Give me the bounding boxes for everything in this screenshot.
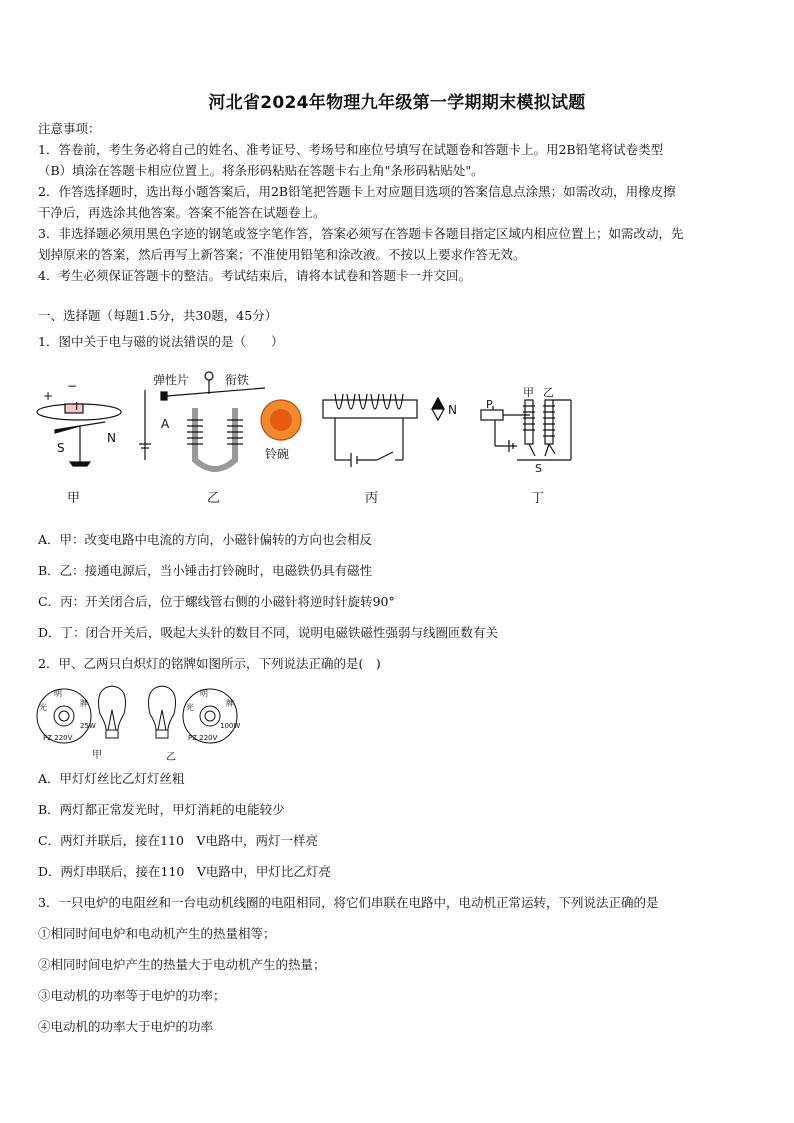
q2-figure <box>36 680 246 766</box>
brand-text: 光 <box>39 703 47 712</box>
spec-text: PZ 220V <box>188 734 218 742</box>
figure-ding <box>481 386 571 506</box>
q3-item: ②相同时间电炉产生的热量大于电动机产生的热量； <box>38 957 326 972</box>
fig-ding-yi-label: 乙 <box>543 386 554 399</box>
notice-item: 1．答卷前，考生务必将自己的姓名、准考证号、考场号和座位号填写在试题卷和答题卡上。用2B铅笔将试卷类型 <box>38 142 664 157</box>
bulb-jia <box>99 686 126 730</box>
fig-s-label: S <box>57 441 65 455</box>
brand-text: 明 <box>200 689 208 698</box>
fig-n-label: N <box>107 431 116 445</box>
power-text: 25W <box>80 722 96 730</box>
question-3-stem: 3．一只电炉的电阻丝和一台电动机线圈的电阻相同，将它们串联在电路中，电动机正常运转，下列说法正确的是 <box>38 895 659 910</box>
fig-current-label: I <box>75 400 79 413</box>
figure-label-ding: 丁 <box>531 491 545 506</box>
q3-item: ④电动机的功率大于电炉的功率 <box>38 1019 214 1034</box>
figure-label-yi: 乙 <box>207 491 221 506</box>
figure-bing <box>323 394 457 506</box>
q1-figure <box>35 360 595 510</box>
notice-item: 3．非选择题必须用黑色字迹的钢笔或签字笔作答，答案必须写在答题卡各题目指定区域内相应位置上；如需改动，先 <box>38 226 684 241</box>
section-heading: 一、选择题（每题1.5分，共30题，45分） <box>38 308 278 323</box>
brand-text: 牌 <box>226 699 234 708</box>
q1-option-c: C．丙：开关闭合后，位于螺线管右侧的小磁针将逆时针旋转90° <box>38 594 395 609</box>
q2-option-a: A．甲灯灯丝比乙灯灯丝粗 <box>38 771 185 786</box>
notice-heading: 注意事项： <box>38 121 101 136</box>
question-2-stem: 2．甲、乙两只白炽灯的铭牌如图所示，下列说法正确的是( ) <box>38 656 381 671</box>
q1-option-d: D．丁：闭合开关后，吸起大头针的数目不同，说明电磁铁磁性强弱与线圈匝数有关 <box>38 625 499 640</box>
notice-item: 划掉原来的答案，然后再写上新答案；不准使用铅笔和涂改液。不按以上要求作答无效。 <box>38 247 526 262</box>
power-text: 100W <box>220 722 241 730</box>
bulb-yi <box>149 686 176 730</box>
notice-item: 4．考生必须保证答题卡的整洁。考试结束后，请将本试卷和答题卡一并交回。 <box>38 268 471 283</box>
q1-diagram <box>35 360 595 510</box>
fig-ding-jia-label: 甲 <box>523 386 534 399</box>
fig-minus-label: − <box>67 379 78 393</box>
page-title: 河北省2024年物理九年级第一学期期末模拟试题 <box>208 93 586 113</box>
spec-text: PZ 220V <box>43 734 73 742</box>
fig-lingwan-label: 铃碗 <box>265 447 290 461</box>
q2-option-b: B．两灯都正常发光时，甲灯消耗的电能较少 <box>38 802 285 817</box>
q1-option-a: A．甲：改变电路中电流的方向，小磁针偏转的方向也会相反 <box>38 532 373 547</box>
q1-option-b: B．乙：接通电源后，当小锤击打铃碗时，电磁铁仍具有磁性 <box>38 563 373 578</box>
fig-ding-s-label: S <box>535 462 542 475</box>
figure-jia <box>37 379 121 506</box>
brand-text: 光 <box>186 703 194 712</box>
brand-text: 明 <box>54 689 62 698</box>
q2-option-d: D．两灯串联后，接在110 V电路中，甲灯比乙灯亮 <box>38 864 331 879</box>
q2-label-jia: 甲 <box>92 750 102 761</box>
fig-xiantie-label: 衔铁 <box>225 373 250 387</box>
q2-label-yi: 乙 <box>166 752 176 763</box>
figure-label-bing: 丙 <box>365 491 379 506</box>
question-1-stem: 1．图中关于电与磁的说法错误的是（ ） <box>38 334 284 349</box>
q3-item: ①相同时间电炉和电动机产生的热量相等； <box>38 926 276 941</box>
notice-item: （B）填涂在答题卡相应位置上。将条形码粘贴在答题卡右上角"条形码粘贴处"。 <box>38 163 484 178</box>
q2-option-c: C．两灯并联后，接在110 V电路中，两灯一样亮 <box>38 833 318 848</box>
fig-p-label: P <box>486 398 493 411</box>
q2-diagram <box>36 680 246 766</box>
fig-bing-n-label: N <box>448 403 457 417</box>
figure-yi <box>139 372 301 506</box>
fig-plus-label: + <box>43 389 54 403</box>
notice-item: 干净后，再选涂其他答案。答案不能答在试题卷上。 <box>38 205 326 220</box>
brand-text: 牌 <box>80 699 88 708</box>
fig-a-label: A <box>161 417 170 431</box>
figure-label-jia: 甲 <box>67 491 81 506</box>
fig-tanxingpian-label: 弹性片 <box>153 373 190 387</box>
notice-item: 2．作答选择题时，选出每小题答案后，用2B铅笔把答题卡上对应题目选项的答案信息点涂黑；如需改动，用橡皮擦 <box>38 184 676 199</box>
q3-item: ③电动机的功率等于电炉的功率； <box>38 988 226 1003</box>
